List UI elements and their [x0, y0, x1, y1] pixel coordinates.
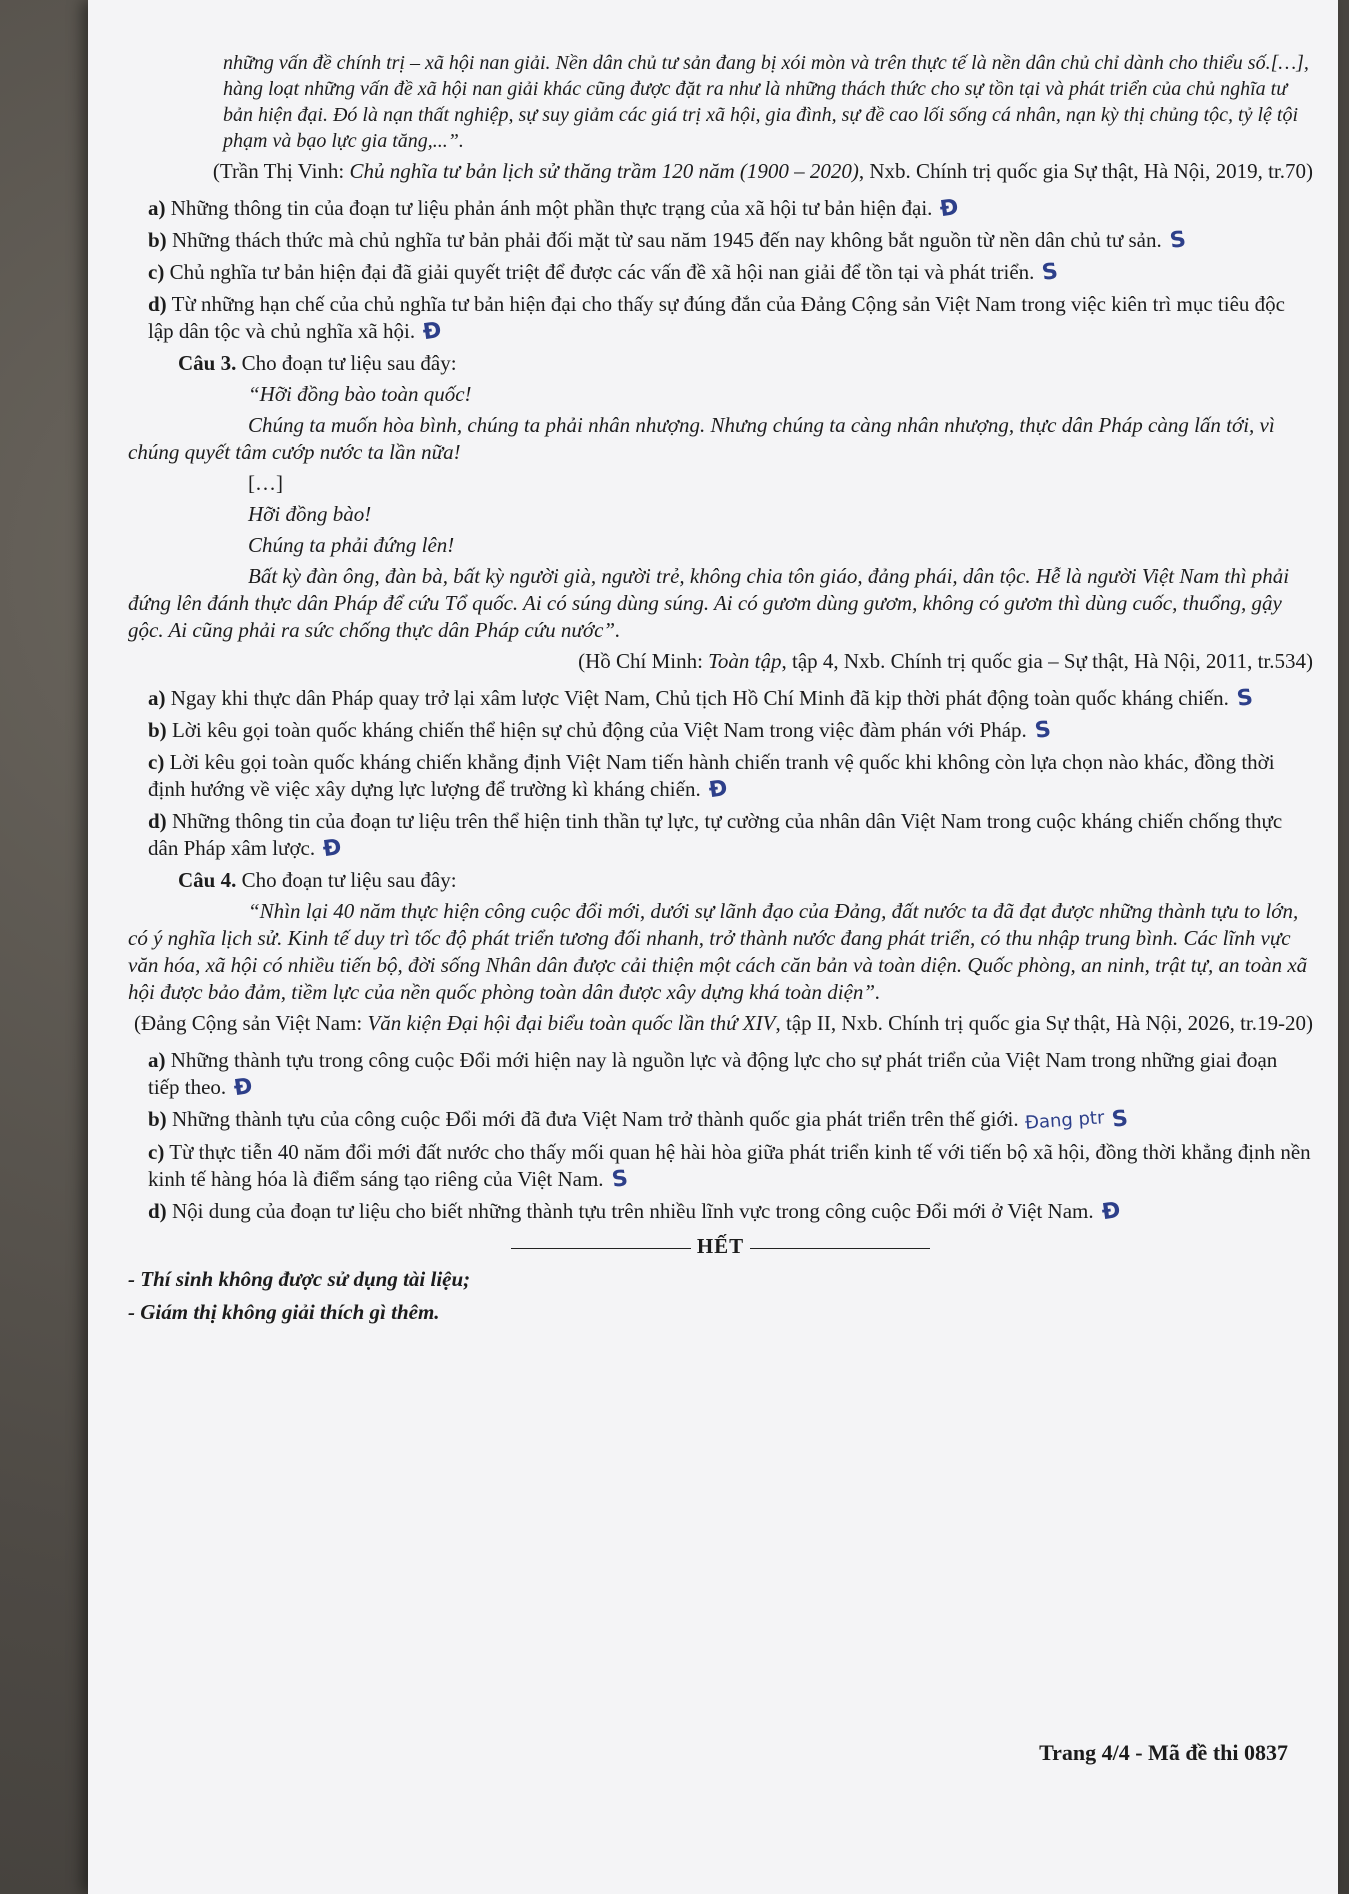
answer-mark: S: [1110, 1106, 1130, 1133]
q2-citation: (Trần Thị Vinh: Chủ nghĩa tư bản lịch sử thăng trầm 120 năm (1900 – 2020), Nxb. Chính trị quốc gia Sự thật, Hà Nội, 2019, tr.70): [212, 159, 1313, 183]
answer-mark: Đ: [321, 834, 344, 863]
answer-mark: Đ: [707, 775, 729, 804]
q4-item-c: c) Từ thực tiễn 40 năm đổi mới đất nước cho thấy mối quan hệ hài hòa giữa phát triển kinh tế với tiến bộ xã hội, đồng thời khẳng định nền kinh tế hàng hóa là điểm sáng tạo riêng của Việt Nam. S: [148, 1140, 1311, 1193]
q3-item-c: c) Lời kêu gọi toàn quốc kháng chiến khẳng định Việt Nam tiến hành chiến tranh vệ quốc khi không còn lựa chọn nào khác, đồng thời định hướng về việc xây dựng lực lượng để trường kì kháng chiến. Đ: [148, 750, 1275, 804]
q3-item-b: b) Lời kêu gọi toàn quốc kháng chiến thể hiện sự chủ động của Việt Nam trong việc đàm phán với Pháp. S: [148, 717, 1053, 744]
divider: [750, 1248, 930, 1249]
q4-item-b: b) Những thành tựu của công cuộc Đổi mới đã đưa Việt Nam trở thành quốc gia phát triển trên thế giới. Đang ptr S: [128, 1106, 1313, 1134]
answer-mark: S: [1033, 717, 1053, 744]
q2-item-a: a) Những thông tin của đoạn tư liệu phản ánh một phần thực trạng của xã hội tư bản hiện đại. Đ: [148, 194, 961, 223]
q3-quote-line: “Hỡi đồng bào toàn quốc!: [248, 382, 472, 406]
q3-item-d: d) Những thông tin của đoạn tư liệu trên thể hiện tinh thần tự lực, tự cường của nhân dân Việt Nam trong cuộc kháng chiến chống thực dân Pháp xâm lược. Đ: [148, 809, 1283, 863]
note-no-explanation: - Giám thị không giải thích gì thêm.: [128, 1300, 440, 1324]
answer-mark: Đ: [232, 1073, 255, 1102]
q3-quote-line: Chúng ta muốn hòa bình, chúng ta phải nhân nhượng. Nhưng chúng ta càng nhân nhượng, thực dân Pháp càng lấn tới, vì chúng quyết tâm cướp nước ta lần nữa!: [128, 413, 1275, 464]
q2-item-c: c) Chủ nghĩa tư bản hiện đại đã giải quyết triệt để được các vấn đề xã hội nan giải để tồn tại và phát triển. S: [148, 259, 1060, 286]
divider: [511, 1248, 691, 1249]
handwritten-note: Đang ptr: [1023, 1107, 1105, 1134]
answer-mark: S: [1168, 227, 1188, 254]
q4-statements: [128, 1047, 1313, 1225]
q3-quote-line: Hỡi đồng bào!: [248, 502, 372, 526]
q2-passage-end: những vấn đề chính trị – xã hội nan giải. Nền dân chủ tư sản đang bị xói mòn và trên thực tế là nền dân chủ chỉ dành cho thiểu số.[…], hàng loạt những vấn đề xã hội nan giải khác cũng được đặt ra như là những thách thức cho sự tồn tại và phát triển của chủ nghĩa tư bản hiện đại. Đó là nạn thất nghiệp, sự suy giảm các giá trị xã hội, gia đình, sự đề cao lối sống cá nhân, nạn kỳ thị chủng tộc, tỷ lệ tội phạm và bạo lực gia tăng,...”.: [223, 52, 1309, 152]
q3-heading: Câu 3. Cho đoạn tư liệu sau đây:: [178, 351, 457, 375]
answer-mark: S: [1235, 685, 1255, 712]
q2-item-b: b) Những thách thức mà chủ nghĩa tư bản phải đối mặt từ sau năm 1945 đến nay không bắt nguồn từ nền dân chủ tư sản. S: [148, 227, 1188, 254]
q4-quote: “Nhìn lại 40 năm thực hiện công cuộc đổi mới, dưới sự lãnh đạo của Đảng, đất nước ta đã đạt được những thành tựu to lớn, có ý nghĩa lịch sử. Kinh tế duy trì tốc độ phát triển tương đối nhanh, trở thành nước đang phát triển, có thu nhập trung bình. Các lĩnh vực văn hóa, xã hội có nhiều tiến bộ, đời sống Nhân dân được cải thiện một cách căn bản và toàn diện. Quốc phòng, an ninh, trật tự, an toàn xã hội được bảo đảm, tiềm lực của nền quốc phòng toàn dân được xây dựng khá toàn diện”.: [128, 899, 1308, 1004]
q3-citation: (Hồ Chí Minh: Toàn tập, tập 4, Nxb. Chính trị quốc gia – Sự thật, Hà Nội, 2011, tr.534): [578, 649, 1313, 673]
end-marker: HẾT: [128, 1233, 1313, 1260]
answer-mark: Đ: [1099, 1197, 1122, 1226]
note-no-materials: - Thí sinh không được sử dụng tài liệu;: [128, 1267, 471, 1291]
q3-quote-line: […]: [248, 471, 283, 495]
q3-statements: [128, 685, 1313, 862]
q4-item-a: a) Những thành tựu trong công cuộc Đổi mới hiện nay là nguồn lực và động lực cho sự phát triển của Việt Nam trong những giai đoạn tiếp theo. Đ: [148, 1048, 1278, 1102]
exam-page: [88, 0, 1338, 1894]
q2-statements: [128, 195, 1313, 345]
answer-mark: S: [1040, 259, 1060, 286]
q3-quote-line: Chúng ta phải đứng lên!: [248, 533, 455, 557]
answer-mark: Đ: [421, 317, 444, 346]
answer-mark: S: [609, 1166, 630, 1193]
q3-item-a: a) Ngay khi thực dân Pháp quay trở lại xâm lược Việt Nam, Chủ tịch Hồ Chí Minh đã kịp thời phát động toàn quốc kháng chiến. S: [148, 685, 1255, 712]
answer-mark: Đ: [938, 194, 961, 223]
q4-heading: Câu 4. Cho đoạn tư liệu sau đây:: [178, 868, 457, 892]
q4-item-d: d) Nội dung của đoạn tư liệu cho biết những thành tựu trên nhiều lĩnh vực trong công cuộc Đổi mới ở Việt Nam. Đ: [148, 1197, 1122, 1226]
q4-citation: (Đảng Cộng sản Việt Nam: Văn kiện Đại hội đại biểu toàn quốc lần thứ XIV, tập II, Nxb. Chính trị quốc gia Sự thật, Hà Nội, 2026, tr.19-20): [134, 1011, 1313, 1035]
q3-quote: [128, 381, 1313, 644]
page-footer: Trang 4/4 - Mã đề thi 0837: [1039, 1740, 1288, 1765]
page-content: [128, 50, 1313, 1332]
q3-quote-line: Bất kỳ đàn ông, đàn bà, bất kỳ người già, người trẻ, không chia tôn giáo, đảng phái, dân tộc. Hễ là người Việt Nam thì phải đứng lên đánh thực dân Pháp để cứu Tổ quốc. Ai có súng dùng súng. Ai có gươm dùng gươm, không có gươm thì dùng cuốc, thuổng, gậy gộc. Ai cũng phải ra sức chống thực dân Pháp cứu nước”.: [128, 564, 1290, 642]
q2-item-d: d) Từ những hạn chế của chủ nghĩa tư bản hiện đại cho thấy sự đúng đắn của Đảng Cộng sản Việt Nam trong việc kiên trì mục tiêu độc lập dân tộc và chủ nghĩa xã hội. Đ: [148, 292, 1285, 346]
